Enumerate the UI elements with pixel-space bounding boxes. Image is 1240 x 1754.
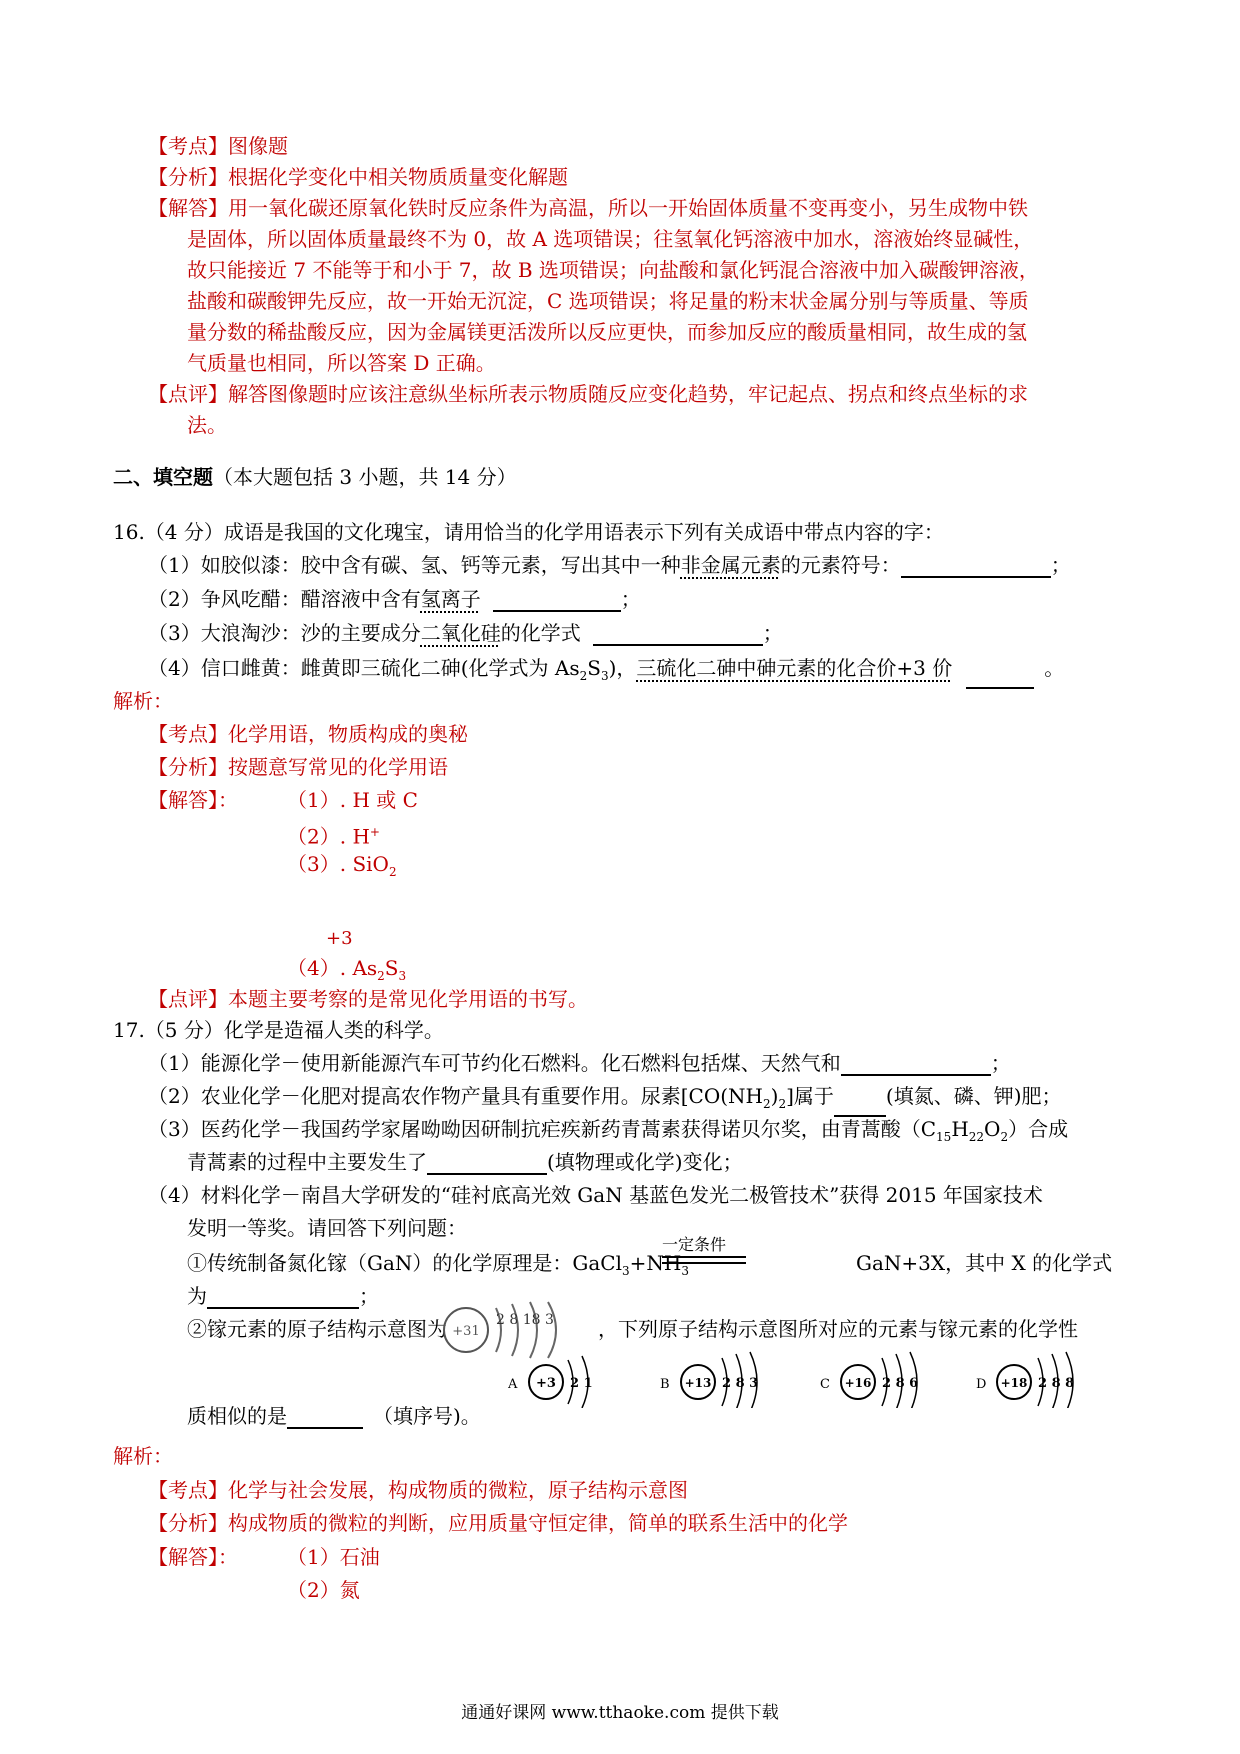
q17-sub-1-line-2: 为 ； bbox=[187, 1284, 379, 1308]
q17-answer-1: （1）石油 bbox=[287, 1545, 380, 1569]
dianping-prev-line-1: 【点评】解答图像题时应该注意纵坐标所表示物质随反应变化趋势，牢记起点、拐点和终点坐标的求 bbox=[148, 382, 1028, 406]
option-label: D bbox=[976, 1377, 987, 1392]
q17-item-1: （1）能源化学－使用新能源汽车可节约化石燃料。化石燃料包括煤、天然气和 ； bbox=[148, 1051, 1011, 1075]
q16-answer-3: （3）. SiO$_2$ bbox=[287, 852, 397, 879]
answer-blank[interactable] bbox=[841, 1052, 991, 1076]
section-title: 二、填空题 bbox=[113, 465, 213, 489]
nucleus-charge: +13 bbox=[684, 1376, 712, 1390]
option-label: A bbox=[508, 1377, 518, 1392]
q16-kaodian: 【考点】化学用语，物质构成的奥秘 bbox=[148, 722, 468, 746]
answer-blank[interactable] bbox=[427, 1151, 547, 1175]
q17-sub-2-line-3: 质相似的是 （填序号)。 bbox=[187, 1404, 481, 1428]
q17-sub-1: ①传统制备氮化镓（GaN）的化学原理是：$GaCl_3+NH_3$ bbox=[187, 1251, 689, 1278]
reaction-condition: 一定条件 bbox=[662, 1235, 727, 1254]
jieda-prev-line-3: 故只能接近 7 不能等于和小于 7，故 B 选项错误；向盐酸和氯化钙混合溶液中加入碳酸钾溶液， bbox=[187, 258, 1039, 282]
q16-item-3: （3）大浪淘沙：沙的主要成分二氧化硅的化学式 ； bbox=[148, 621, 783, 645]
section-heading bbox=[113, 464, 517, 490]
option-b-atom[interactable] bbox=[660, 1346, 790, 1408]
nucleus-charge: +3 bbox=[536, 1376, 556, 1391]
q17-sub-2: ②镓元素的原子结构示意图为 bbox=[187, 1317, 447, 1341]
q17-item-2: （2）农业化学－化肥对提高农作物产量具有重要作用。尿素$[CO(NH_2)_2]$属于 (填氮、磷、钾)肥； bbox=[148, 1083, 1062, 1117]
answer-blank[interactable] bbox=[593, 622, 763, 646]
answer-blank[interactable] bbox=[966, 665, 1034, 689]
option-label: B bbox=[660, 1377, 670, 1392]
q17-fenxi: 【分析】构成物质的微粒的判断，应用质量守恒定律，简单的联系生活中的化学 bbox=[148, 1511, 848, 1535]
q17-jieda-label: 【解答】： bbox=[148, 1545, 238, 1569]
answer-blank[interactable] bbox=[493, 588, 621, 612]
shell-electron-counts: 2 8 18 3 bbox=[496, 1312, 554, 1328]
jieda-prev-line-2: 是固体，所以固体质量最终不为 0，故 A 选项错误；往氢氧化钙溶液中加水，溶液始终显碱性， bbox=[187, 227, 1034, 251]
q17-item-3: （3）医药化学－我国药学家屠呦呦因研制抗疟疾新药青蒿素获得诺贝尔奖，由青蒿酸$(C_{15}H_{22}O_2)$合成 bbox=[148, 1117, 1069, 1144]
q16-fenxi: 【分析】按题意写常见的化学用语 bbox=[148, 755, 448, 779]
nucleus-charge: +31 bbox=[452, 1324, 480, 1339]
answer-blank[interactable] bbox=[901, 554, 1051, 578]
jieda-prev-line-1: 【解答】用一氧化碳还原氧化铁时反应条件为高温，所以一开始固体质量不变再变小，另生成物中铁 bbox=[148, 196, 1028, 220]
fenxi-prev: 【分析】根据化学变化中相关物质质量变化解题 bbox=[148, 165, 568, 189]
reaction-equals-sign bbox=[662, 1256, 746, 1264]
q17-item-4: （4）材料化学－南昌大学研发的“硅衬底高光效 GaN 基蓝色发光二极管技术”获得 2015 年国家技术 bbox=[148, 1183, 1043, 1207]
q17-item-3-line-2: 青蒿素的过程中主要发生了 (填物理或化学)变化； bbox=[187, 1150, 743, 1174]
q16-item-2: （2）争风吃醋：醋溶液中含有氢离子 ； bbox=[148, 587, 641, 611]
kaodian-prev: 【考点】图像题 bbox=[148, 134, 288, 158]
q16-jiexi: 解析： bbox=[113, 689, 173, 713]
jieda-prev-line-4: 盐酸和碳酸钾先反应，故一开始无沉淀，C 选项错误；将足量的粉末状金属分别与等质量、等质 bbox=[187, 289, 1029, 313]
answer-blank[interactable] bbox=[287, 1405, 363, 1429]
q16-item-4: （4）信口雌黄：雌黄即三硫化二砷(化学式为 $As_2S_3$)，三硫化二砷中砷元素的化合价+3 价 。 bbox=[148, 655, 1064, 689]
shell-electron-counts: 2 1 bbox=[570, 1376, 593, 1391]
q17-sub-1-tail: GaN+3X，其中 X 的化学式 bbox=[856, 1251, 1113, 1275]
q16-dianping: 【点评】本题主要考察的是常见化学用语的书写。 bbox=[148, 987, 588, 1011]
q16-item-1: （1）如胶似漆：胶中含有碳、氢、钙等元素，写出其中一种非金属元素的元素符号： ； bbox=[148, 553, 1071, 577]
nucleus-charge: +18 bbox=[1000, 1376, 1028, 1390]
answer-blank[interactable] bbox=[207, 1285, 359, 1309]
q17-answer-2: （2）氮 bbox=[287, 1578, 360, 1602]
answer-blank[interactable] bbox=[834, 1093, 886, 1117]
q17-kaodian: 【考点】化学与社会发展，构成物质的微粒，原子结构示意图 bbox=[148, 1478, 688, 1502]
section-note: （本大题包括 3 小题，共 14 分） bbox=[213, 465, 517, 489]
option-c-atom[interactable] bbox=[820, 1346, 950, 1408]
nucleus-charge: +16 bbox=[844, 1376, 872, 1390]
dianping-prev-line-2: 法。 bbox=[187, 413, 227, 437]
jieda-prev-line-5: 量分数的稀盐酸反应，因为金属镁更活泼所以反应更快，而参加反应的酸质量相同，故生成的氢 bbox=[187, 320, 1027, 344]
option-d-atom[interactable] bbox=[976, 1346, 1106, 1408]
page-footer: 通通好课网 www.tthaoke.com 提供下载 bbox=[461, 1703, 779, 1723]
shell-electron-counts: 2 8 3 bbox=[722, 1376, 759, 1391]
q17-item-4-line-2: 发明一等奖。请回答下列问题： bbox=[187, 1216, 467, 1240]
q16-answer-2: （2）. H+ bbox=[287, 824, 380, 849]
option-label: C bbox=[820, 1377, 830, 1392]
jieda-prev-line-6: 气质量也相同，所以答案 D 正确。 bbox=[187, 351, 496, 375]
q16-valence-mark: +3 bbox=[326, 928, 353, 949]
option-a-atom[interactable] bbox=[508, 1346, 618, 1408]
q16-stem: 16.（4 分）成语是我国的文化瑰宝，请用恰当的化学用语表示下列有关成语中带点内容的字： bbox=[113, 520, 944, 544]
q17-jiexi: 解析： bbox=[113, 1444, 173, 1468]
shell-electron-counts: 2 8 6 bbox=[882, 1376, 919, 1391]
q17-stem: 17.（5 分）化学是造福人类的科学。 bbox=[113, 1018, 444, 1042]
q16-answer-1: （1）. H 或 C bbox=[287, 788, 418, 812]
shell-electron-counts: 2 8 8 bbox=[1038, 1376, 1075, 1391]
q17-sub-2-tail: ，下列原子结构示意图所对应的元素与镓元素的化学性 bbox=[598, 1317, 1078, 1341]
q16-answer-4: （4）. $As_2S_3$ bbox=[287, 956, 407, 983]
q16-jieda-label: 【解答】： bbox=[148, 788, 238, 812]
